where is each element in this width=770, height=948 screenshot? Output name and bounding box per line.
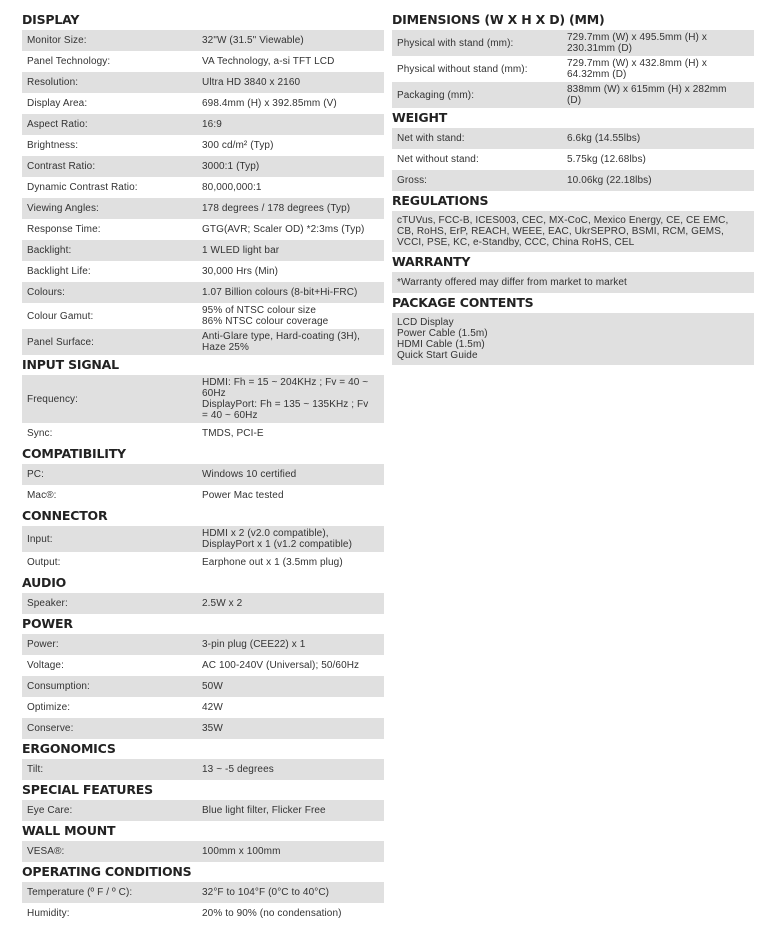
- spec-value: Windows 10 certified: [197, 464, 384, 485]
- spec-row: [392, 30, 754, 56]
- spec-row: [22, 903, 384, 924]
- spec-row: [392, 170, 754, 191]
- spec-value: 5.75kg (12.68lbs): [562, 149, 754, 170]
- spec-label: Brightness:: [22, 135, 197, 156]
- spec-table: [22, 30, 384, 355]
- section-title: PACKAGE CONTENTS: [392, 295, 534, 310]
- spec-row: [22, 800, 384, 821]
- spec-value: 30,000 Hrs (Min): [197, 261, 384, 282]
- spec-label: Output:: [22, 552, 197, 573]
- spec-value: 10.06kg (22.18lbs): [562, 170, 754, 191]
- spec-value: 3-pin plug (CEE22) x 1: [197, 634, 384, 655]
- spec-table: [22, 634, 384, 739]
- spec-value: 2.5W x 2: [197, 593, 384, 614]
- spec-label: Dynamic Contrast Ratio:: [22, 177, 197, 198]
- spec-table: [392, 211, 754, 252]
- spec-value: 50W: [197, 676, 384, 697]
- spec-label: Sync:: [22, 423, 197, 444]
- right-spec-column: [392, 10, 754, 365]
- spec-value: AC 100-240V (Universal); 50/60Hz: [197, 655, 384, 676]
- section-title: ERGONOMICS: [22, 741, 116, 756]
- spec-value: 16:9: [197, 114, 384, 135]
- spec-label: Humidity:: [22, 903, 197, 924]
- spec-section-compatibility: [22, 444, 384, 506]
- spec-value: 3000:1 (Typ): [197, 156, 384, 177]
- spec-table: [22, 375, 384, 444]
- spec-row: [22, 93, 384, 114]
- section-title: INPUT SIGNAL: [22, 357, 119, 372]
- section-title: CONNECTOR: [22, 508, 108, 523]
- spec-value: 80,000,000:1: [197, 177, 384, 198]
- spec-row: [22, 676, 384, 697]
- spec-label: Net with stand:: [392, 128, 562, 149]
- spec-value: Blue light filter, Flicker Free: [197, 800, 384, 821]
- spec-value: 178 degrees / 178 degrees (Typ): [197, 198, 384, 219]
- spec-value: HDMI x 2 (v2.0 compatible), DisplayPort x 1 (v1.2 compatible): [197, 526, 384, 552]
- spec-row: [22, 51, 384, 72]
- spec-label: Colour Gamut:: [22, 303, 197, 329]
- spec-value: 698.4mm (H) x 392.85mm (V): [197, 93, 384, 114]
- spec-label: Net without stand:: [392, 149, 562, 170]
- spec-label: Temperature (º F / º C):: [22, 882, 197, 903]
- spec-section-wall-mount: [22, 821, 384, 862]
- section-title: WARRANTY: [392, 254, 471, 269]
- spec-label: VESA®:: [22, 841, 197, 862]
- left-spec-column: [22, 10, 384, 924]
- spec-label: Optimize:: [22, 697, 197, 718]
- spec-table: [22, 882, 384, 924]
- spec-table: [22, 526, 384, 573]
- spec-value: 100mm x 100mm: [197, 841, 384, 862]
- spec-value: HDMI: Fh = 15 ~ 204KHz ; Fv = 40 ~ 60Hz DisplayPort: Fh = 135 ~ 135KHz ; Fv = 40 ~ 60Hz: [197, 375, 384, 423]
- spec-row: [392, 313, 754, 365]
- spec-value: 42W: [197, 697, 384, 718]
- section-title: REGULATIONS: [392, 193, 489, 208]
- spec-label: Physical without stand (mm):: [392, 56, 562, 82]
- spec-row: [22, 464, 384, 485]
- spec-value: Anti-Glare type, Hard-coating (3H), Haze 25%: [197, 329, 384, 355]
- spec-row: [22, 841, 384, 862]
- spec-row: [22, 375, 384, 423]
- spec-table: [22, 800, 384, 821]
- spec-label: Physical with stand (mm):: [392, 30, 562, 56]
- spec-label: Power:: [22, 634, 197, 655]
- spec-label: Contrast Ratio:: [22, 156, 197, 177]
- spec-section-weight: [392, 108, 754, 191]
- spec-text: *Warranty offered may differ from market to market: [392, 272, 754, 293]
- spec-label: Gross:: [392, 170, 562, 191]
- section-title: OPERATING CONDITIONS: [22, 864, 192, 879]
- spec-row: [22, 177, 384, 198]
- spec-row: [22, 759, 384, 780]
- section-title: WEIGHT: [392, 110, 448, 125]
- spec-label: Speaker:: [22, 593, 197, 614]
- spec-row: [22, 114, 384, 135]
- spec-section-dimensions-w-x-h-x-d-mm: [392, 10, 754, 108]
- spec-section-ergonomics: [22, 739, 384, 780]
- spec-value: 1 WLED light bar: [197, 240, 384, 261]
- spec-value: 20% to 90% (no condensation): [197, 903, 384, 924]
- spec-label: Viewing Angles:: [22, 198, 197, 219]
- spec-label: Panel Technology:: [22, 51, 197, 72]
- spec-row: [22, 593, 384, 614]
- section-title: SPECIAL FEATURES: [22, 782, 153, 797]
- spec-text: cTUVus, FCC-B, ICES003, CEC, MX-CoC, Mexico Energy, CE, CE EMC, CB, RoHS, ErP, REACH, WEEE, EAC, UkrSEPRO, BSMI, RCM, GEMS, VCCI, PSE, KC, e-Standby, CCC, China RoHS, CEL: [392, 211, 754, 252]
- spec-row: [392, 149, 754, 170]
- spec-label: Resolution:: [22, 72, 197, 93]
- spec-row: [22, 655, 384, 676]
- spec-section-power: [22, 614, 384, 739]
- spec-label: Panel Surface:: [22, 329, 197, 355]
- spec-row: [22, 156, 384, 177]
- spec-row: [22, 282, 384, 303]
- spec-row: [22, 329, 384, 355]
- spec-value: VA Technology, a-si TFT LCD: [197, 51, 384, 72]
- spec-label: Frequency:: [22, 375, 197, 423]
- spec-table: [392, 30, 754, 108]
- spec-table: [392, 272, 754, 293]
- spec-label: Aspect Ratio:: [22, 114, 197, 135]
- spec-label: Conserve:: [22, 718, 197, 739]
- spec-row: [22, 261, 384, 282]
- spec-row: [392, 56, 754, 82]
- spec-label: Input:: [22, 526, 197, 552]
- section-title: POWER: [22, 616, 73, 631]
- spec-row: [22, 718, 384, 739]
- spec-row: [22, 552, 384, 573]
- spec-label: Eye Care:: [22, 800, 197, 821]
- spec-row: [22, 72, 384, 93]
- spec-label: Mac®:: [22, 485, 197, 506]
- spec-row: [22, 526, 384, 552]
- spec-label: Tilt:: [22, 759, 197, 780]
- spec-value: 95% of NTSC colour size 86% NTSC colour coverage: [197, 303, 384, 329]
- spec-table: [22, 841, 384, 862]
- spec-value: 729.7mm (W) x 495.5mm (H) x 230.31mm (D): [562, 30, 754, 56]
- spec-row: [22, 882, 384, 903]
- spec-label: Response Time:: [22, 219, 197, 240]
- section-title: AUDIO: [22, 575, 67, 590]
- spec-row: [22, 198, 384, 219]
- spec-row: [392, 128, 754, 149]
- spec-section-input-signal: [22, 355, 384, 444]
- spec-value: 32°F to 104°F (0°C to 40°C): [197, 882, 384, 903]
- spec-section-connector: [22, 506, 384, 573]
- spec-section-warranty: [392, 252, 754, 293]
- spec-section-audio: [22, 573, 384, 614]
- spec-value: 35W: [197, 718, 384, 739]
- spec-section-special-features: [22, 780, 384, 821]
- spec-value: 729.7mm (W) x 432.8mm (H) x 64.32mm (D): [562, 56, 754, 82]
- spec-section-operating-conditions: [22, 862, 384, 924]
- spec-text: LCD Display Power Cable (1.5m) HDMI Cable (1.5m) Quick Start Guide: [392, 313, 754, 365]
- spec-table: [392, 313, 754, 365]
- spec-value: Ultra HD 3840 x 2160: [197, 72, 384, 93]
- spec-row: [22, 423, 384, 444]
- spec-row: [392, 82, 754, 108]
- spec-table: [392, 128, 754, 191]
- spec-section-regulations: [392, 191, 754, 252]
- spec-row: [22, 240, 384, 261]
- section-title: COMPATIBILITY: [22, 446, 126, 461]
- spec-label: Packaging (mm):: [392, 82, 562, 108]
- spec-value: Power Mac tested: [197, 485, 384, 506]
- spec-value: 1.07 Billion colours (8-bit+Hi-FRC): [197, 282, 384, 303]
- spec-label: Consumption:: [22, 676, 197, 697]
- spec-value: 838mm (W) x 615mm (H) x 282mm (D): [562, 82, 754, 108]
- spec-row: [392, 211, 754, 252]
- section-title: DIMENSIONS (W X H X D) (MM): [392, 12, 605, 27]
- spec-row: [22, 30, 384, 51]
- spec-section-package-contents: [392, 293, 754, 365]
- spec-value: 13 ~ -5 degrees: [197, 759, 384, 780]
- spec-value: 6.6kg (14.55lbs): [562, 128, 754, 149]
- spec-value: TMDS, PCI-E: [197, 423, 384, 444]
- spec-value: 32"W (31.5" Viewable): [197, 30, 384, 51]
- spec-section-display: [22, 10, 384, 355]
- spec-row: [22, 219, 384, 240]
- spec-table: [22, 759, 384, 780]
- spec-label: Monitor Size:: [22, 30, 197, 51]
- spec-label: Display Area:: [22, 93, 197, 114]
- spec-label: Voltage:: [22, 655, 197, 676]
- spec-label: PC:: [22, 464, 197, 485]
- spec-label: Backlight:: [22, 240, 197, 261]
- section-title: DISPLAY: [22, 12, 80, 27]
- spec-row: [22, 634, 384, 655]
- spec-label: Backlight Life:: [22, 261, 197, 282]
- spec-row: [392, 272, 754, 293]
- spec-row: [22, 485, 384, 506]
- spec-value: 300 cd/m² (Typ): [197, 135, 384, 156]
- spec-row: [22, 303, 384, 329]
- spec-table: [22, 464, 384, 506]
- spec-label: Colours:: [22, 282, 197, 303]
- spec-value: GTG(AVR; Scaler OD) *2:3ms (Typ): [197, 219, 384, 240]
- spec-row: [22, 697, 384, 718]
- spec-row: [22, 135, 384, 156]
- section-title: WALL MOUNT: [22, 823, 116, 838]
- spec-table: [22, 593, 384, 614]
- spec-value: Earphone out x 1 (3.5mm plug): [197, 552, 384, 573]
